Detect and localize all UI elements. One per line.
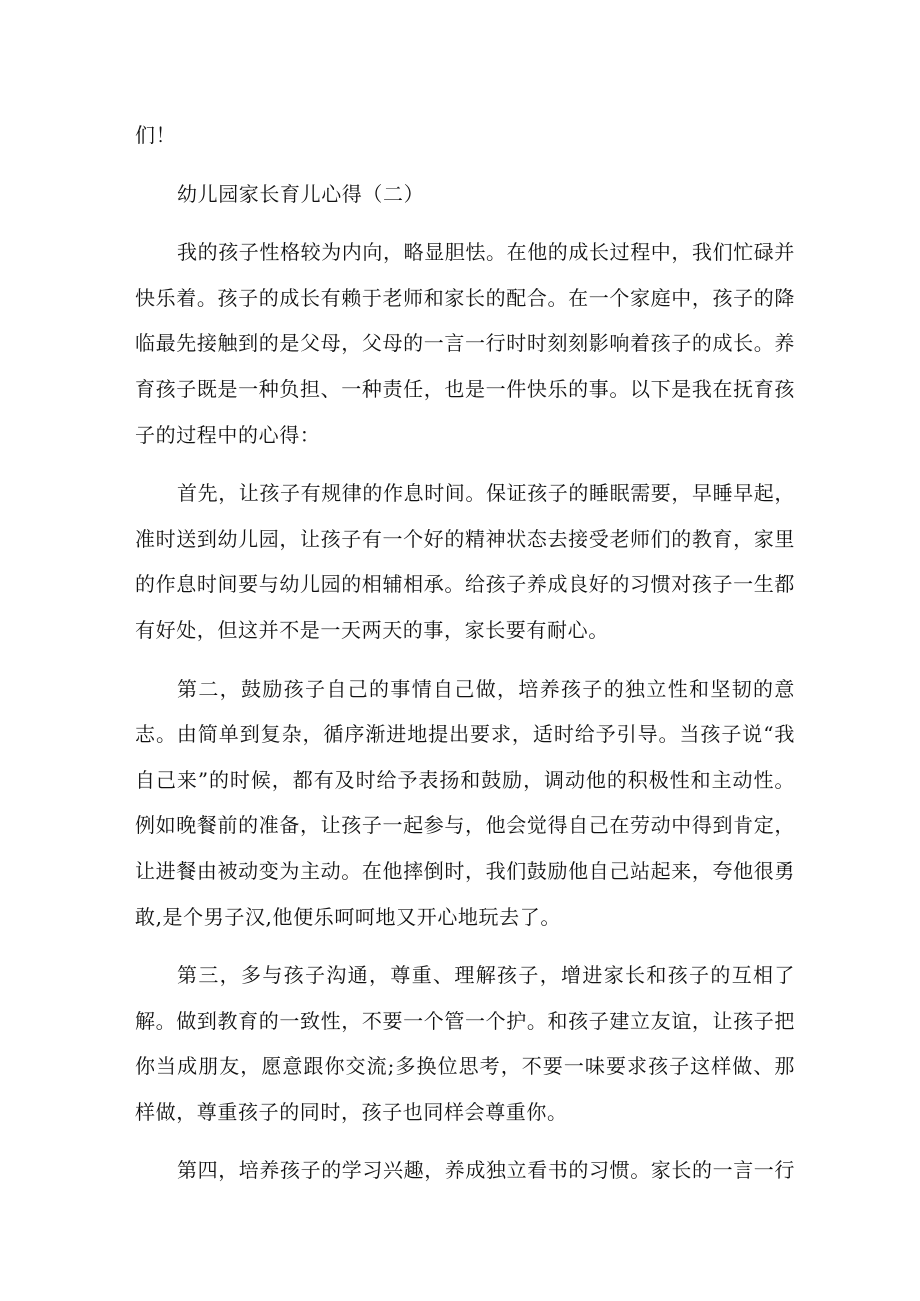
paragraph-first: 首先，让孩子有规律的作息时间。保证孩子的睡眠需要，早睡早起，准时送到幼儿园，让孩子有一个好的精神状态去接受老师们的教育，家里的作息时间要与幼儿园的相辅相承。给孩子养成良好的习惯对孩子一生都有好处，但这并不是一天两天的事，家长要有耐心。 <box>135 481 795 642</box>
section-title: 幼儿园家长育儿心得（二） <box>177 181 425 206</box>
document-body <box>135 113 795 1194</box>
paragraph-intro: 我的孩子性格较为内向，略显胆怯。在他的成长过程中，我们忙碌并快乐着。孩子的成长有赖于老师和家长的配合。在一个家庭中，孩子的降临最先接触到的是父母，父母的一言一行时时刻刻影响着孩子的成长。养育孩子既是一种负担、一种责任，也是一件快乐的事。以下是我在抚育孩子的过程中的心得： <box>135 240 795 447</box>
paragraph-fourth: 第四，培养孩子的学习兴趣，养成独立看书的习惯。家长的一言一行 <box>177 1158 795 1183</box>
paragraph-third: 第三，多与孩子沟通，尊重、理解孩子，增进家长和孩子的互相了解。做到教育的一致性，不要一个管一个护。和孩子建立友谊，让孩子把你当成朋友，愿意跟你交流;多换位思考，不要一味要求孩子这样做、那样做，尊重孩子的同时，孩子也同样会尊重你。 <box>135 963 795 1124</box>
continuation-line: 们！ <box>135 123 177 147</box>
paragraph-second: 第二，鼓励孩子自己的事情自己做，培养孩子的独立性和坚韧的意志。由简单到复杂，循序渐进地提出要求，适时给予引导。当孩子说“我自己来”的时候，都有及时给予表扬和鼓励，调动他的积极性和主动性。例如晚餐前的准备，让孩子一起参与，他会觉得自己在劳动中得到肯定，让进餐由被动变为主动。在他摔倒时，我们鼓励他自己站起来，夸他很勇敢,是个男子汉,他便乐呵呵地又开心地玩去了。 <box>135 676 795 929</box>
